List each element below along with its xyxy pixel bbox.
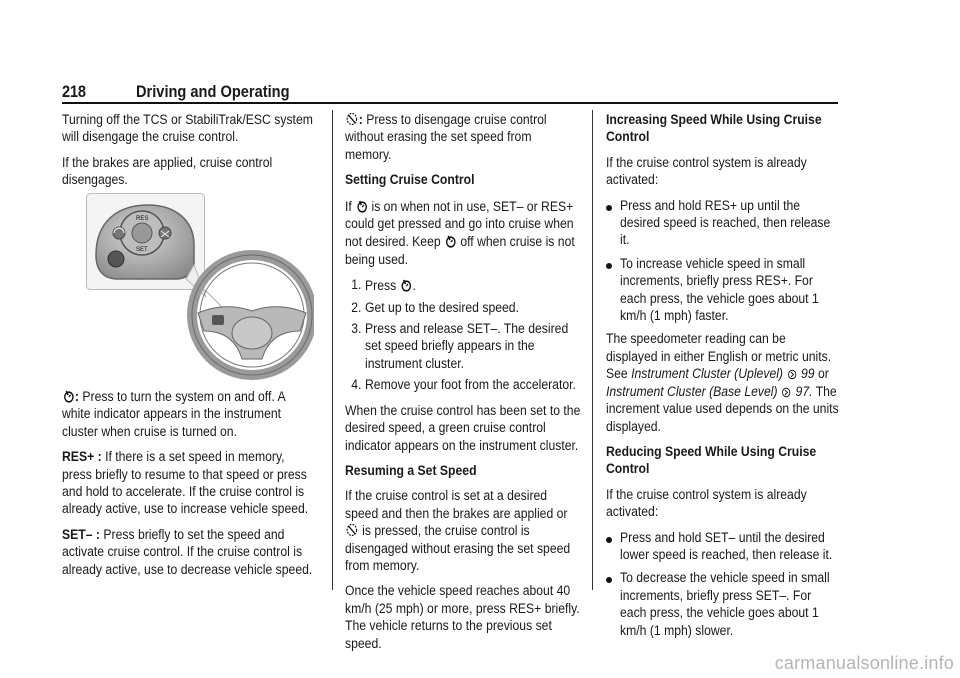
set-label: SET– : <box>62 526 100 543</box>
list-item: Press and hold RES+ up until the desired speed is reached, then release it. <box>606 198 840 250</box>
cruise-onoff-icon <box>63 388 74 403</box>
onoff-text: Press to turn the system on and off. A white indicator appears in the instrument cluster when cruise is turned on. <box>62 389 285 440</box>
cancel-icon <box>346 112 358 126</box>
list-item: To decrease the vehicle speed in small increments, briefly press SET–. For each press, the vehicle goes about 1 km/h (1 mph) slower. <box>606 570 840 640</box>
res-button-label: RES <box>136 216 149 222</box>
cross-reference-page[interactable]: 99 <box>800 366 815 383</box>
page-reference-icon <box>782 387 791 398</box>
reduce-heading: Reducing Speed While Using Cruise Control <box>606 443 817 478</box>
cancel-label: : <box>358 112 363 128</box>
list-item: 2. Get up to the desired speed. <box>351 299 519 316</box>
column-3: Increasing Speed While Using Cruise Control If the cruise control system is already activated: Press and hold RES+ up until the desired speed is reached, then release it. To increase vehicle speed in small increments, briefly press RES+. For each press, the vehicle goes about 1 km/h (1 mph) faster. The speedometer reading can be displayed in either English or metric units. See Instrument Cluster (Uplevel) 99 or Instrument Cluster (Base Level) 97. The increment value used depends on the units displayed. Reducing Speed While Using Cruise Control If the cruise control system is already activated: Press and hold SET– until the desired lower speed is reached, then release it. To decrease the vehicle speed in small increments, briefly press SET–. For each press, the vehicle goes about 1 km/h (1 mph) slower. <box>606 112 839 639</box>
paragraph: Turning off the TCS or StabiliTrak/ESC system will disengage the cruise control. <box>62 112 313 146</box>
watermark: carmanualsonline.info <box>774 653 954 673</box>
header-rule <box>62 102 838 104</box>
list-item: 3. Press and release SET–. The desired set speed briefly appears in the instrument cluster. <box>351 321 569 372</box>
list-item: To increase vehicle speed in small increments, briefly press RES+. For each press, the vehicle goes about 1 km/h (1 mph) faster. <box>606 256 840 326</box>
column-1 <box>62 112 314 198</box>
cross-reference-link[interactable]: Instrument Cluster (Uplevel) <box>631 366 784 383</box>
column-divider-1 <box>332 110 333 590</box>
setting-heading: Setting Cruise Control <box>345 172 475 189</box>
cancel-text: Press to disengage cruise control without erasing the set speed from memory. <box>345 112 547 163</box>
cruise-onoff-icon <box>356 198 367 213</box>
column-1-lower <box>62 388 314 587</box>
onoff-label: : <box>74 389 79 405</box>
bullet-icon <box>606 205 612 211</box>
cross-reference-page[interactable]: 97. <box>795 383 813 400</box>
list-item: 1. Press . <box>351 277 416 295</box>
res-text: If there is a set speed in memory, press briefly to resume to that speed or press and hold to accelerate. If the cruise control is already active, use to increase vehicle speed. <box>62 449 309 518</box>
section-title: Driving and Operating <box>136 82 290 101</box>
bullet-icon <box>606 577 612 583</box>
increase-heading: Increasing Speed While Using Cruise Control <box>606 112 822 146</box>
resume-heading: Resuming a Set Speed <box>345 462 477 479</box>
page-header <box>62 82 838 104</box>
page-reference-icon <box>787 369 796 380</box>
cancel-icon <box>346 523 358 537</box>
list-item: Press and hold SET– until the desired lower speed is reached, then release it. <box>606 530 840 565</box>
page-number: 218 <box>62 82 86 101</box>
paragraph: If the brakes are applied, cruise control disengages. <box>62 154 273 189</box>
set-button-label: SET <box>136 247 148 253</box>
cross-reference-link[interactable]: Instrument Cluster (Base Level) <box>606 383 778 400</box>
cruise-onoff-icon <box>445 233 456 248</box>
cruise-onoff-icon <box>400 277 411 292</box>
set-text: Press briefly to set the speed and activate cruise control. If the cruise control is already active, use to decrease vehicle speed. <box>62 526 313 578</box>
bullet-icon <box>606 263 612 269</box>
bullet-icon <box>606 537 612 543</box>
column-2: : Press to disengage cruise control without erasing the set speed from memory. Setting Cruise Control If is on when not in use, SET– or RES+ could get pressed and go into cruise when not desired. Keep off when cruise is not being used. 1. Press . 2. Get up to the desired speed. 3. Press and release SET–. The desired set speed briefly appears in the instrument cluster. 4. Remove your foot from the accelerator. When the cruise control has been set to the desired speed, a green cruise control indicator appears on the instrument cluster. Resuming a Set Speed If the cruise control is set at a desired speed and then the brakes are applied or is pressed, the cruise control is disengaged without erasing the set speed from memory. Once the vehicle speed reaches about 40 km/h (25 mph) or more, press RES+ briefly. The vehicle returns to the previous set speed. <box>345 112 581 652</box>
res-label: RES+ : <box>62 449 102 466</box>
list-item: 4. Remove your foot from the accelerator. <box>351 377 576 394</box>
steering-wheel-figure <box>86 193 314 383</box>
steps-list <box>345 277 581 394</box>
